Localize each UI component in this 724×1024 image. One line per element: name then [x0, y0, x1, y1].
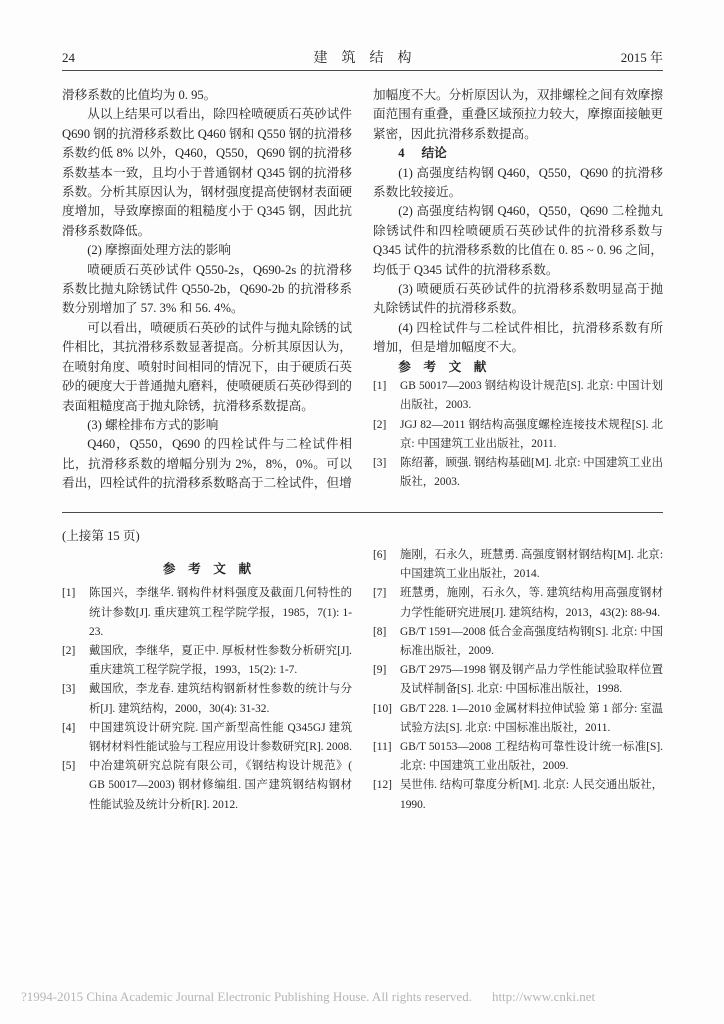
- reference-item: [62, 642, 352, 680]
- reference-item: [62, 719, 352, 757]
- reference-item: [373, 738, 663, 776]
- reference-item: [373, 584, 663, 622]
- reference-item: [373, 661, 663, 699]
- reference-text: 班慧勇，施刚，石永久，等. 建筑结构用高强度钢材力学性能研究进展[J]. 建筑结构，2013，43(2): 88-94.: [400, 587, 663, 619]
- reference-text: 戴国欣，李龙春. 建筑结构钢新材性参数的统计与分析[J]. 建筑结构，2000，30(4): 31-32.: [89, 683, 352, 715]
- reference-text: GB/T 50153—2008 工程结构可靠性设计统一标准[S]. 北京: 中国建筑工业出版社，2009.: [400, 741, 663, 773]
- reference-item: [62, 584, 352, 642]
- conclusion-item: (2) 高强度结构钢 Q460，Q550，Q690 二栓抛丸除锈试件和四栓喷硬质石英砂试件的抗滑移系数与 Q345 试件的抗滑移系数的比值在 0. 85 ~ 0. 96 之间，均低于 Q345 试件的抗滑移系数。: [373, 204, 663, 277]
- paragraph: 加幅度不大。分析原因认为，双排螺栓之间有效摩擦面范围有重叠，重叠区域预拉力较大，摩擦面接触更紧密，因此抗滑移系数提高。: [373, 88, 663, 141]
- reference-marker: [2]: [62, 645, 76, 658]
- reference-text: 陈国兴，李继华. 钢构件材料强度及截面几何特性的统计参数[J]. 重庆建筑工程学院学报，1985，7(1): 1-23.: [89, 587, 352, 638]
- reference-marker: [3]: [62, 683, 76, 696]
- page-header: [62, 47, 663, 67]
- reference-marker: [3]: [373, 456, 387, 469]
- reference-marker: [8]: [373, 625, 387, 638]
- section-number: 4: [398, 146, 405, 161]
- reference-marker: [2]: [373, 418, 387, 431]
- reference-text: 陈绍蕃，顾强. 钢结构基础[M]. 北京: 中国建筑工业出版社，2003.: [400, 456, 663, 489]
- section-title: 结论: [421, 146, 447, 161]
- reference-item: [373, 454, 663, 492]
- journal-year: 2015 年: [620, 50, 663, 65]
- reference-marker: [7]: [373, 587, 387, 600]
- reference-marker: [5]: [62, 760, 76, 773]
- paragraph: Q460，Q550，Q690 的四栓试件与二栓试件相比，抗滑移系数的增幅分别为 2%，8%，0%。可以看出，四栓试件的抗滑移系数略高于二栓试件，但增: [62, 437, 352, 491]
- reference-text: GB 50017—2003 钢结构设计规范[S]. 北京: 中国计划出版社，2003.: [400, 380, 663, 412]
- subsection-heading: (2) 摩擦面处理方法的影响: [87, 243, 231, 258]
- section-heading-conclusions: [373, 144, 663, 163]
- continuation-note: (上接第 15 页): [62, 529, 140, 543]
- reference-marker: [12]: [373, 779, 392, 792]
- reference-marker: [11]: [373, 741, 392, 754]
- reference-item: [373, 416, 663, 454]
- reference-text: 中国建筑设计研究院. 国产新型高性能 Q345GJ 建筑钢材材料性能试验与工程应用设计参数研究[R]. 2008.: [89, 721, 352, 754]
- cnki-url-text: http://www.cnki.net: [491, 989, 596, 1004]
- page-number: 24: [62, 50, 75, 65]
- reference-text: 戴国欣，李继华，夏正中. 厚板材性参数分析研究[J]. 重庆建筑工程学院学报，1993，15(2): 1-7.: [89, 645, 352, 677]
- reference-marker: [1]: [62, 587, 76, 600]
- bottom-right-column: [373, 546, 663, 815]
- reference-text: 吴世伟. 结构可靠度分析[M]. 北京: 人民交通出版社，1990.: [400, 779, 663, 811]
- top-article-section: [62, 86, 663, 494]
- subsection-heading: (3) 螺栓排布方式的影响: [87, 417, 219, 432]
- paragraph: 可以看出，喷硬质石英砂的试件与抛丸除锈的试件相比，其抗滑移系数显著提高。分析其原因认为，在喷射角度、喷射时间相同的情况下，由于硬质石英砂的硬度大于普通抛丸磨料，使喷硬质石英砂得到的表面粗糙度高于抛丸除锈，抗滑移系数提高。: [62, 320, 352, 413]
- references-heading: 参 考 文 献: [398, 359, 487, 374]
- bottom-article-section: [62, 527, 663, 815]
- reference-marker: [1]: [373, 380, 387, 393]
- journal-title: 建 筑 结 构: [313, 51, 412, 66]
- bottom-left-column: [62, 546, 352, 815]
- conclusion-item: (4) 四栓试件与二栓试件相比，抗滑移系数有所增加，但是增加幅度不大。: [373, 320, 663, 355]
- page-footer: [21, 989, 595, 1005]
- reference-marker: [9]: [373, 664, 387, 677]
- reference-text: GB/T 2975—1998 钢及钢产品力学性能试验取样位置及试样制备[S]. 北京: 中国标准出版社，1998.: [400, 664, 663, 696]
- top-right-column: [373, 86, 663, 494]
- reference-item: [373, 546, 663, 584]
- reference-item: [373, 700, 663, 738]
- reference-item: [373, 776, 663, 814]
- conclusion-item: (1) 高强度结构钢 Q460，Q550，Q690 的抗滑移系数比较接近。: [373, 165, 663, 200]
- reference-item: [373, 623, 663, 661]
- reference-item: [62, 757, 352, 815]
- reference-marker: [6]: [373, 549, 387, 561]
- reference-item: [62, 680, 352, 718]
- reference-marker: [4]: [62, 721, 76, 734]
- header-rule: [62, 70, 663, 71]
- paragraph: 从以上结果可以看出，除四栓喷硬质石英砂试件 Q690 钢的抗滑移系数比 Q460 钢和 Q550 钢的抗滑移系数约低 8% 以外，Q460，Q550，Q690 钢的抗滑移系数基本一致，且均小于普通钢材 Q345 钢的抗滑移系数。分析其原因认为，钢材强度提高使钢材表面硬度增加，导致摩擦面的粗糙度小于 Q345 钢，因此抗滑移系数降低。: [62, 107, 352, 238]
- reference-marker: [10]: [373, 702, 392, 715]
- reference-text: 施刚，石永久，班慧勇. 高强度钢材钢结构[M]. 北京: 中国建筑工业出版社，2014.: [400, 549, 663, 581]
- section-divider-rule: [62, 512, 663, 513]
- reference-text: JGJ 82—2011 钢结构高强度螺栓连接技术规程[S]. 北京: 中国建筑工业出版社，2011.: [400, 418, 663, 450]
- paragraph: 喷硬质石英砂试件 Q550-2s，Q690-2s 的抗滑移系数比抛丸除锈试件 Q550-2b，Q690-2b 的抗滑移系数分别增加了 57. 3% 和 56. 4%。: [62, 262, 352, 316]
- conclusion-item: (3) 喷硬质石英砂试件的抗滑移系数明显高于抛丸除锈试件的抗滑移系数。: [373, 282, 663, 316]
- top-left-column: [62, 86, 352, 494]
- reference-text: 中冶建筑研究总院有限公司，《钢结构设计规范》( GB 50017—2003) 钢材修编组. 国产建筑钢结构钢材性能试验及统计分析[R]. 2012.: [89, 760, 352, 811]
- references-heading: 参 考 文 献: [162, 562, 252, 576]
- reference-text: GB/T 228. 1—2010 金属材料拉伸试验 第 1 部分: 室温试验方法[S]. 北京: 中国标准出版社，2011.: [400, 702, 663, 734]
- copyright-text: ?1994-2015 China Academic Journal Electronic Publishing House. All rights reserved.: [21, 989, 472, 1004]
- reference-text: GB/T 1591—2008 低合金高强度结构钢[S]. 北京: 中国标准出版社，2009.: [400, 625, 663, 658]
- reference-item: [373, 377, 663, 415]
- paragraph: 滑移系数的比值均为 0. 95。: [62, 88, 217, 102]
